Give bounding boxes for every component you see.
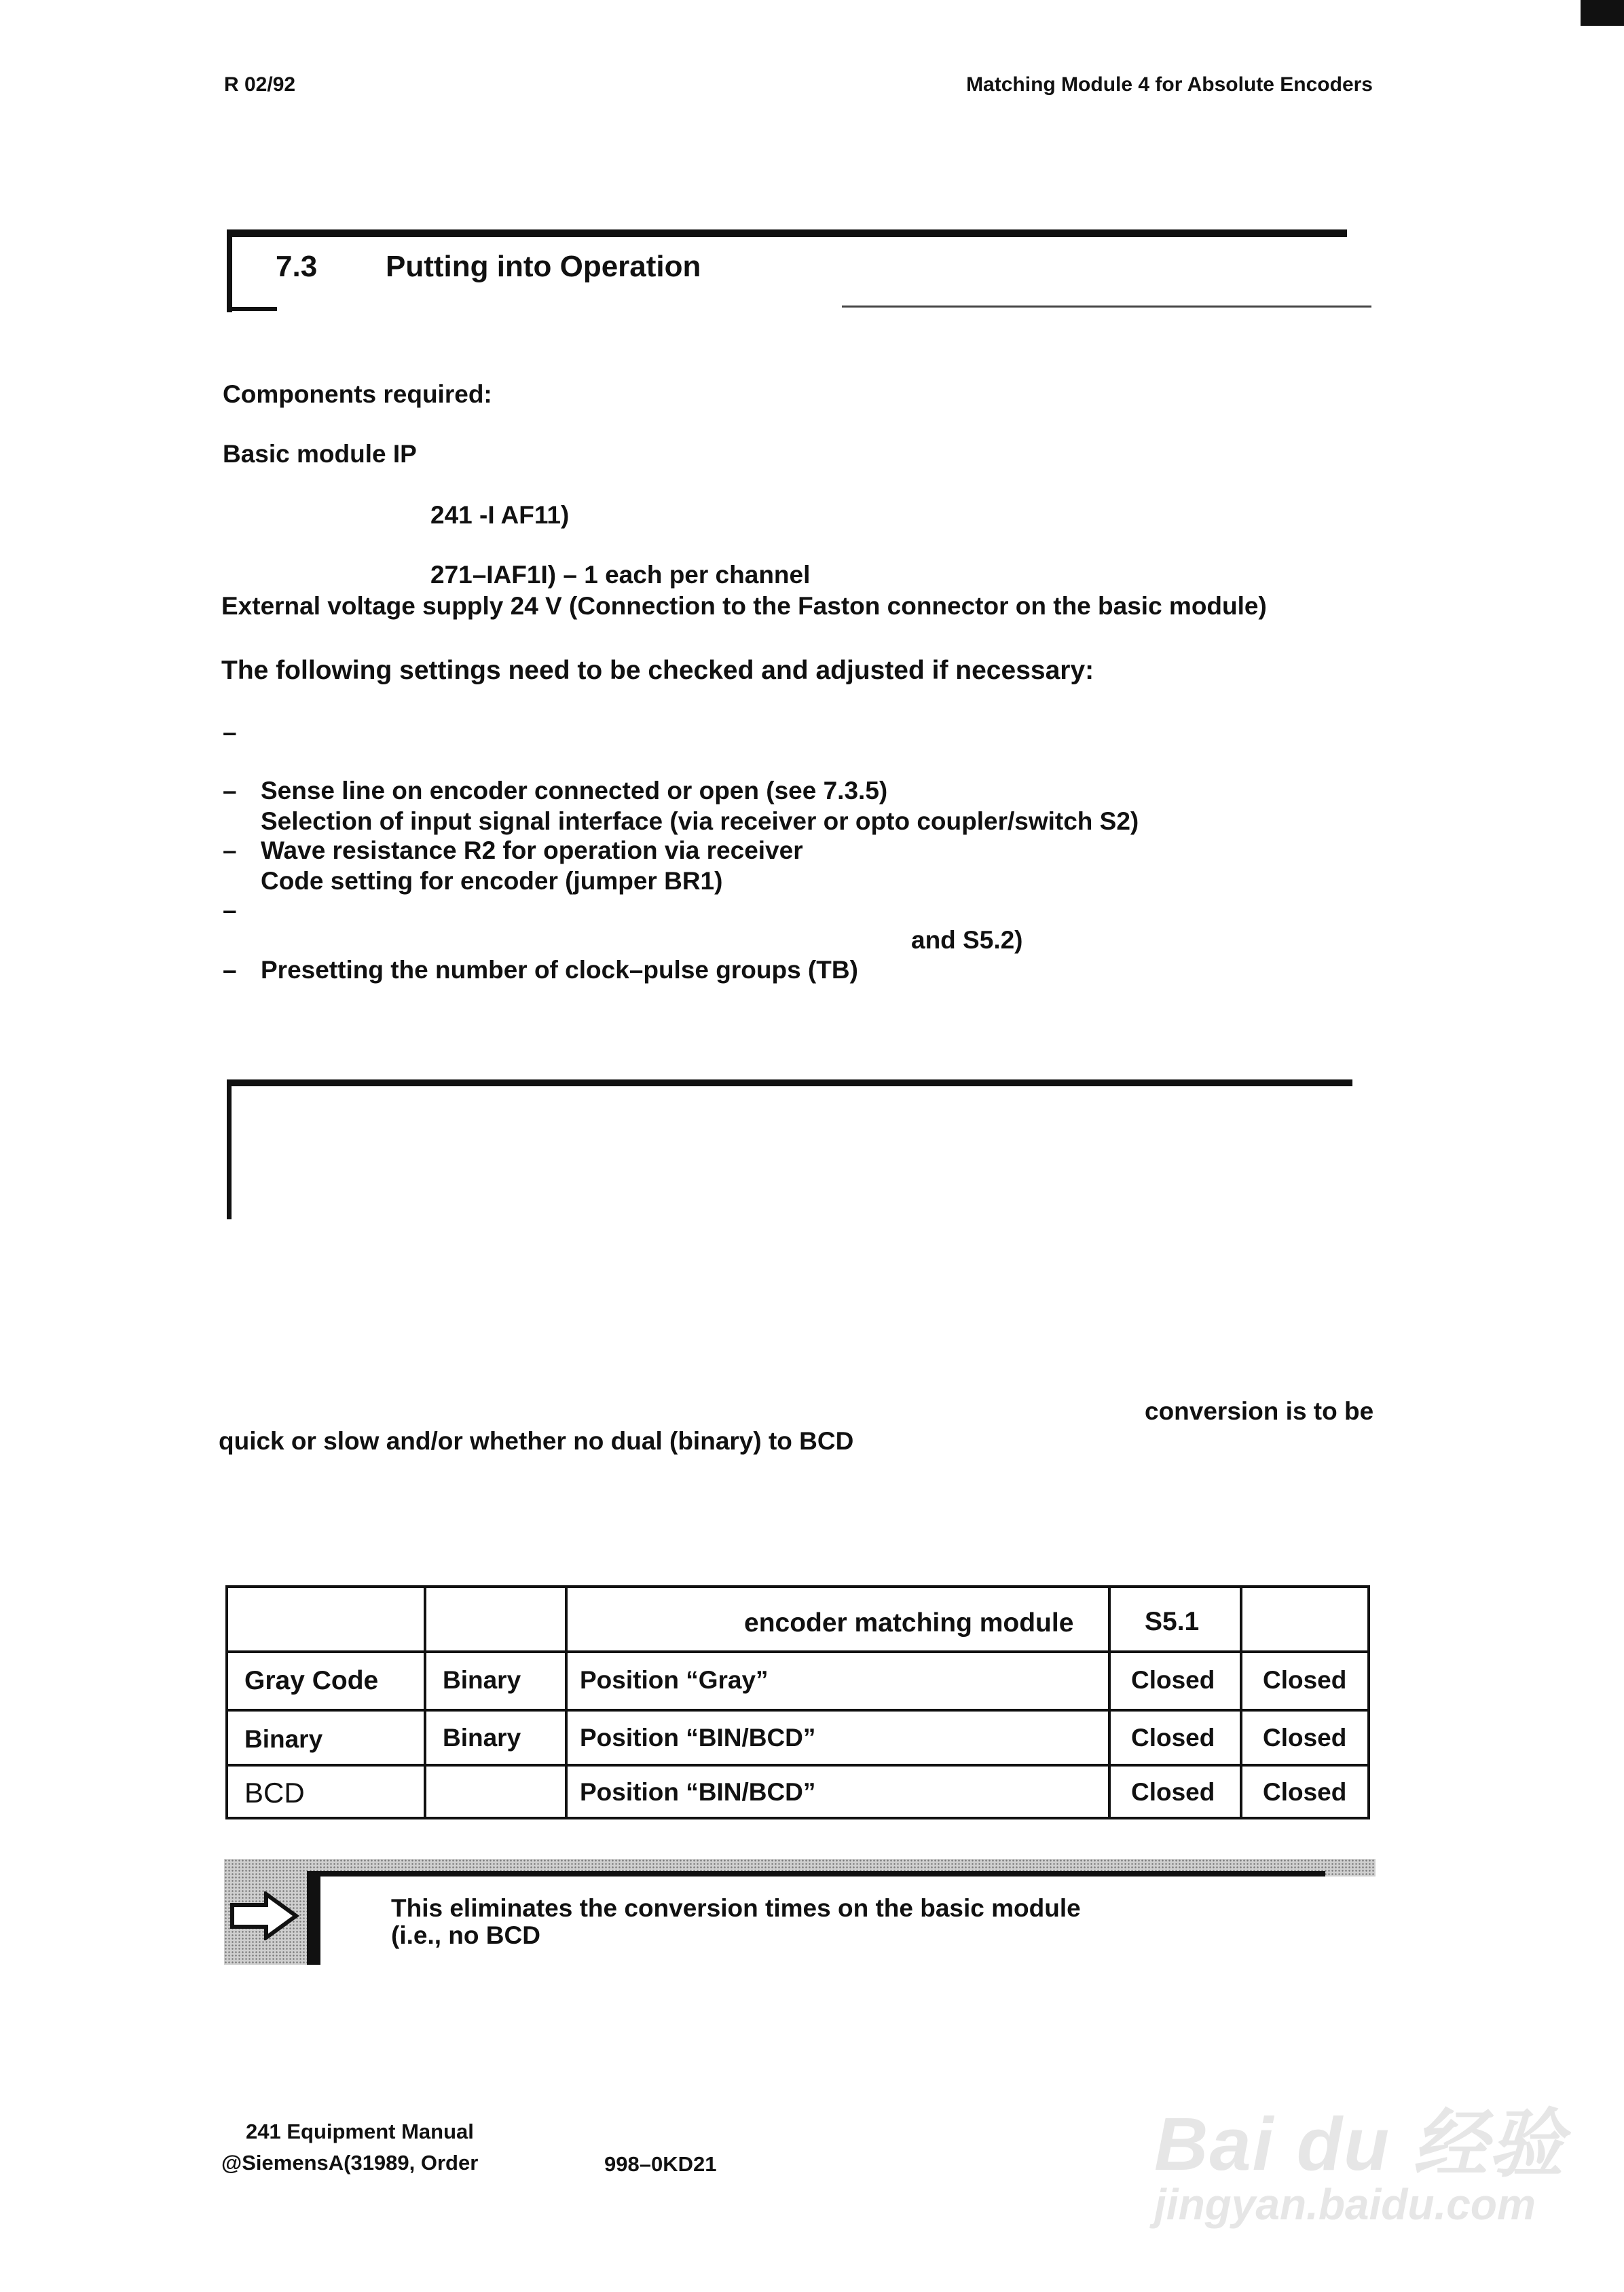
- table-cell: Closed: [1131, 1724, 1215, 1752]
- section-left-rule: [227, 229, 232, 312]
- settings-dash-3: –: [223, 836, 237, 864]
- arrow-right-icon: [229, 1891, 300, 1940]
- watermark-brand: Bai du 经验: [1154, 2103, 1565, 2186]
- footer-order-code: 998–0KD21: [604, 2152, 717, 2176]
- components-heading: Components required:: [223, 380, 492, 408]
- note-line-1: This eliminates the conversion times on the basic module: [391, 1894, 1081, 1922]
- table-cell: Position “Gray”: [580, 1666, 769, 1694]
- footer-copyright: @SiemensA(31989, Order: [221, 2151, 479, 2175]
- settings-intro: The following settings need to be checked and adjusted if necessary:: [221, 656, 1094, 685]
- table-cell: Position “BIN/BCD”: [580, 1724, 816, 1752]
- table-cell: Closed: [1131, 1778, 1215, 1806]
- table-header-cell: encoder matching module: [744, 1608, 1074, 1638]
- section-title: Putting into Operation: [386, 250, 701, 283]
- paragraph-line-2: quick or slow and/or whether no dual (binary) to BCD: [219, 1427, 854, 1455]
- setting-and-s52: and S5.2): [911, 926, 1023, 954]
- table-cell: Closed: [1131, 1666, 1215, 1694]
- note-top-rule: [307, 1871, 1325, 1877]
- settings-table: [225, 1585, 1370, 1819]
- note-left-bar: [307, 1871, 320, 1965]
- table-cell: Closed: [1263, 1724, 1347, 1752]
- section-underline: [842, 306, 1371, 308]
- table-cell: Binary: [244, 1725, 323, 1753]
- watermark-url: jingyan.baidu.com: [1154, 2180, 1536, 2229]
- settings-dash-5: –: [223, 956, 237, 984]
- table-cell: Position “BIN/BCD”: [580, 1778, 816, 1806]
- table-cell: Binary: [443, 1724, 521, 1752]
- section-bottom-tick: [227, 307, 277, 311]
- setting-selection: Selection of input signal interface (via receiver or opto coupler/switch S2): [261, 807, 1139, 835]
- frame-left-rule: [227, 1079, 232, 1219]
- table-cell: BCD: [244, 1777, 305, 1809]
- settings-dash-2: –: [223, 777, 237, 805]
- table-cell: Gray Code: [244, 1666, 379, 1695]
- table-cell: Binary: [443, 1666, 521, 1694]
- component-item-2: 271–IAF1I) – 1 each per channel: [430, 561, 811, 589]
- paragraph-line-1-end: conversion is to be: [1145, 1397, 1374, 1425]
- settings-dash-1: –: [223, 718, 237, 746]
- setting-clock-pulse: Presetting the number of clock–pulse groups (TB): [261, 956, 858, 984]
- section-top-rule: [227, 229, 1347, 237]
- frame-top-rule: [227, 1079, 1352, 1086]
- setting-sense-line: Sense line on encoder connected or open (see 7.3.5): [261, 777, 888, 805]
- table-header-cell: S5.1: [1145, 1607, 1200, 1636]
- note-line-2: (i.e., no BCD: [391, 1921, 540, 1949]
- header-right: Matching Module 4 for Absolute Encoders: [966, 73, 1373, 96]
- section-number: 7.3: [276, 250, 318, 283]
- corner-mark: [1581, 0, 1624, 26]
- setting-code: Code setting for encoder (jumper BR1): [261, 867, 723, 895]
- table-cell: Closed: [1263, 1666, 1347, 1694]
- header-left: R 02/92: [224, 73, 296, 96]
- settings-dash-4: –: [223, 896, 237, 924]
- setting-wave-resistance: Wave resistance R2 for operation via receiver: [261, 836, 803, 864]
- component-item-1: 241 -I AF11): [430, 501, 570, 529]
- basic-module-label: Basic module IP: [223, 440, 417, 468]
- table-cell: Closed: [1263, 1778, 1347, 1806]
- external-supply-line: External voltage supply 24 V (Connection to the Faston connector on the basic module): [221, 592, 1267, 620]
- footer-manual: 241 Equipment Manual: [246, 2120, 474, 2143]
